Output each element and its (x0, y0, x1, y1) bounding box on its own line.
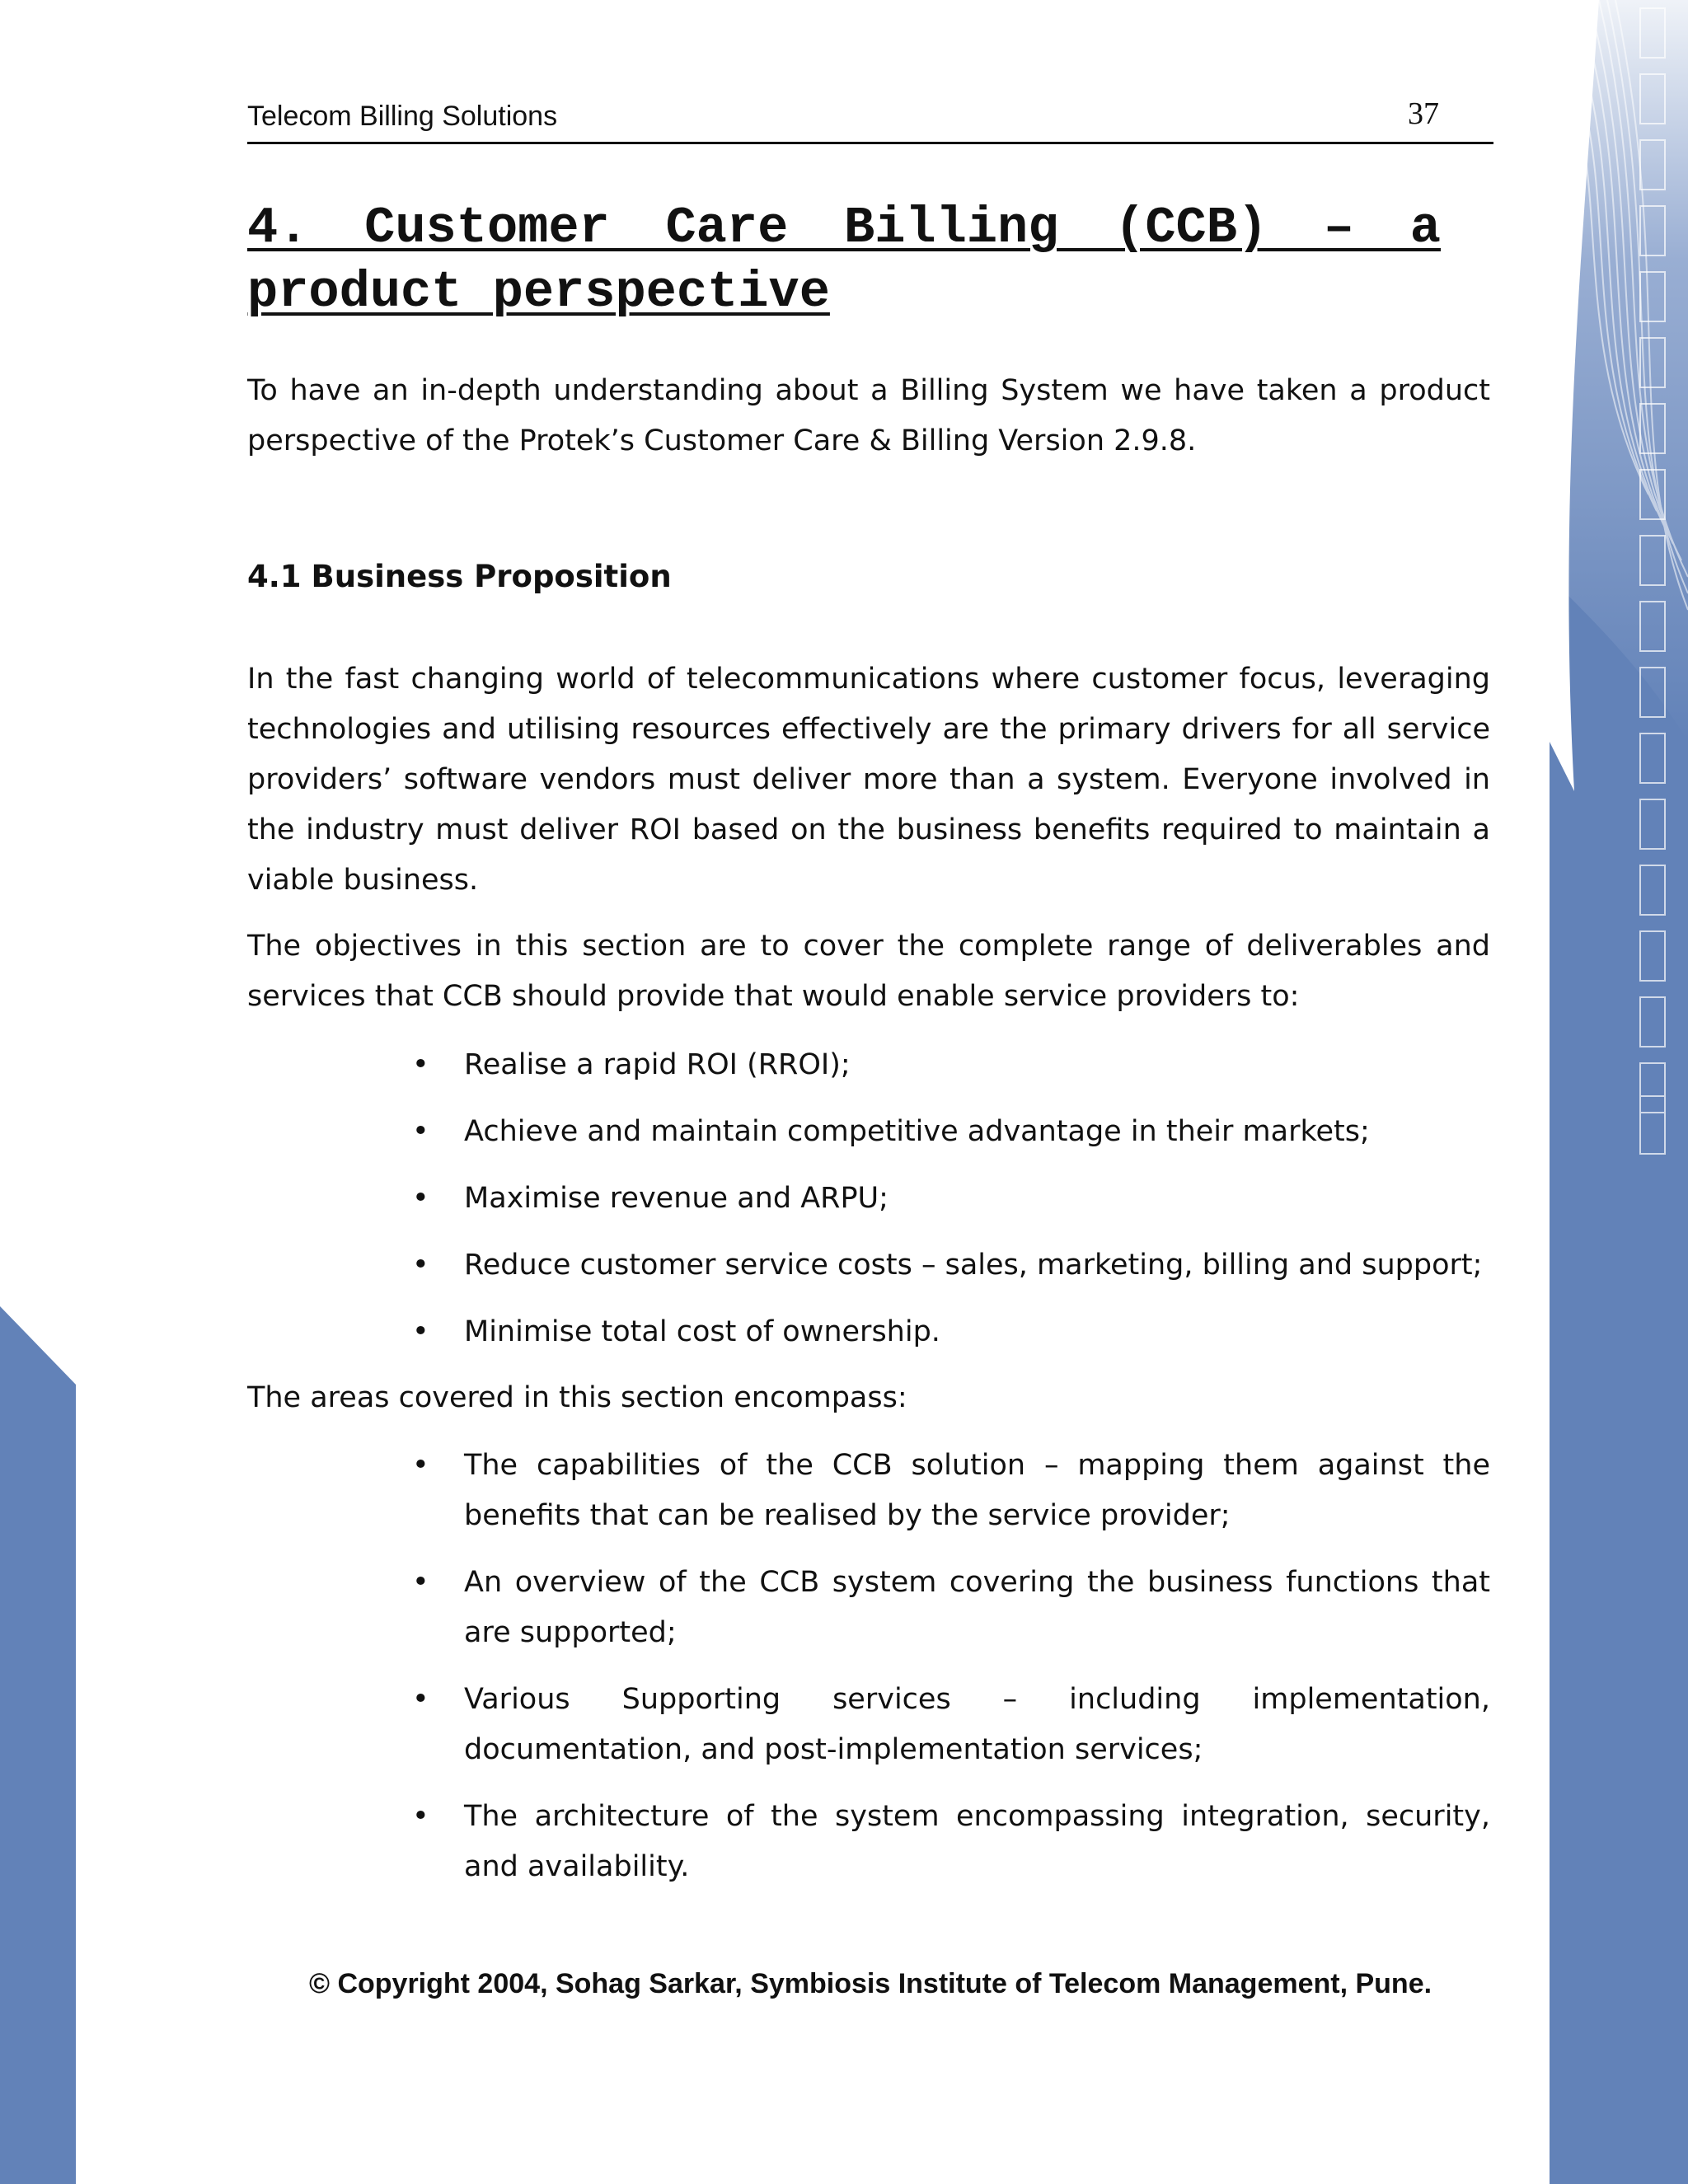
list-item-text: Minimise total cost of ownership. (464, 1315, 940, 1348)
bullet-icon: • (412, 1115, 429, 1148)
list-item-text: Achieve and maintain competitive advantage in their markets; (464, 1115, 1370, 1148)
list-item (412, 1107, 1490, 1157)
list-item-text: Reduce customer service costs – sales, marketing, billing and support; (464, 1249, 1483, 1282)
list-item-text: Various Supporting services – including implementation, documentation, and post-implementation services; (464, 1683, 1490, 1766)
list-item (412, 1792, 1490, 1892)
bullet-icon: • (412, 1800, 429, 1833)
copyright-footer: © Copyright 2004, Sohag Sarkar, Symbiosis Institute of Telecom Management, Pune. (308, 1968, 1432, 1999)
bullet-icon: • (412, 1449, 429, 1482)
list-item (412, 1558, 1490, 1658)
bullet-icon: • (412, 1315, 429, 1348)
bullet-icon: • (412, 1249, 429, 1282)
business-paragraph: In the fast changing world of telecommunications where customer focus, leveraging technologies and utilising resources effectively are the primary drivers for all service providers’ software vendors must deliver more than a system. Everyone involved in the industry must deliver ROI based on the business benefits required to maintain a viable business. (247, 663, 1490, 897)
left-decorative-band (0, 1306, 76, 2184)
list-item-text: An overview of the CCB system covering the business functions that are supported; (464, 1566, 1490, 1649)
areas-intro: The areas covered in this section encompass: (247, 1381, 907, 1414)
intro-paragraph: To have an in-depth understanding about a Billing System we have taken a product perspective of the Protek’s Customer Care & Billing Version 2.9.8. (247, 374, 1490, 457)
list-item (412, 1441, 1490, 1541)
list-item (412, 1307, 1490, 1357)
bullet-icon: • (412, 1683, 429, 1716)
chapter-title-line-2: product perspective (247, 263, 830, 321)
list-item-text: Realise a rapid ROI (RROI); (464, 1048, 851, 1081)
bullet-icon: • (412, 1182, 429, 1215)
bullet-icon: • (412, 1048, 429, 1081)
objectives-list (412, 1040, 1490, 1374)
list-item (412, 1040, 1490, 1090)
right-decorative-band (1550, 0, 1688, 2184)
list-item (412, 1240, 1490, 1291)
chapter-title (247, 196, 1442, 325)
areas-list (412, 1441, 1490, 1909)
list-item-text: The architecture of the system encompassing integration, security, and availability. (464, 1800, 1490, 1883)
bullet-icon: • (412, 1566, 429, 1599)
list-item (412, 1675, 1490, 1775)
list-item-text: The capabilities of the CCB solution – mapping them against the benefits that can be realised by the service provider; (464, 1449, 1490, 1532)
objectives-paragraph: The objectives in this section are to cover the complete range of deliverables and services that CCB should provide that would enable service providers to: (247, 930, 1490, 1013)
chapter-title-line-1: 4. Customer Care Billing (CCB) – a (247, 199, 1441, 257)
list-item (412, 1174, 1490, 1224)
section-number: 4.1 (247, 559, 302, 594)
running-title: Telecom Billing Solutions (247, 101, 558, 132)
list-item-text: Maximise revenue and ARPU; (464, 1182, 889, 1215)
running-header (247, 96, 1493, 144)
section-heading (247, 552, 672, 602)
section-title: Business Proposition (311, 559, 672, 594)
page-number: 37 (1408, 96, 1439, 131)
